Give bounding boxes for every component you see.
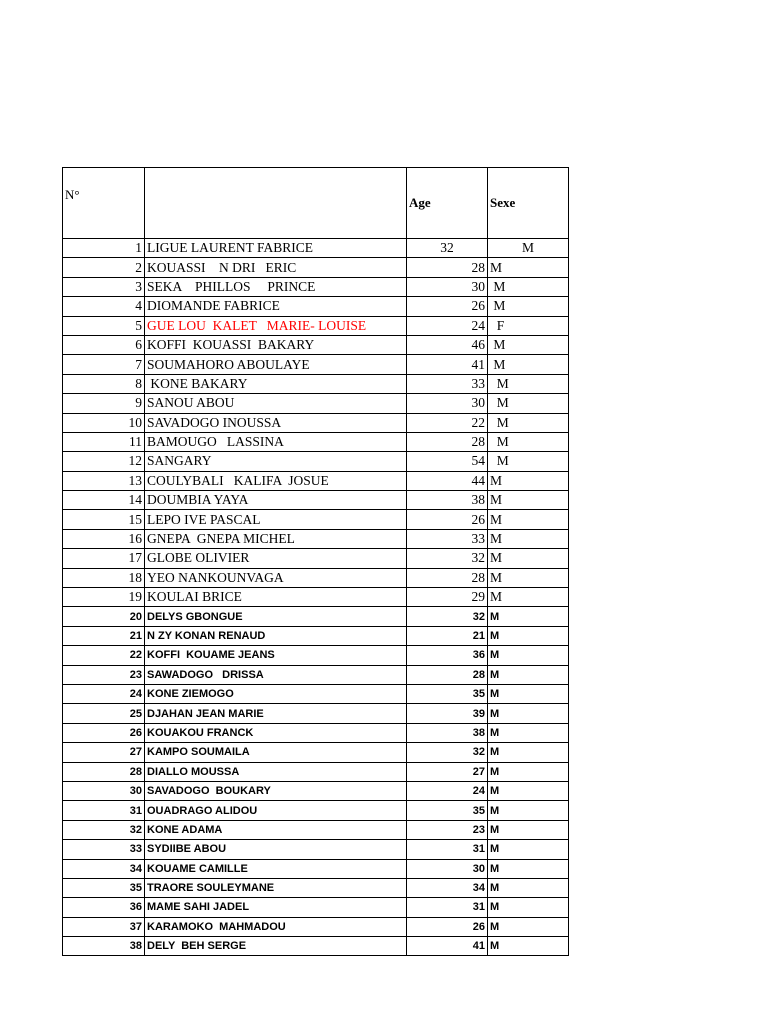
row-age[interactable]: 24 [407,316,488,335]
table-row [63,665,569,684]
row-number[interactable]: 31 [63,801,145,820]
row-age[interactable]: 44 [407,471,488,490]
table-row [63,840,569,859]
row-sex[interactable]: M [488,297,569,316]
row-age[interactable]: 28 [407,665,488,684]
row-sex[interactable]: M [488,239,569,258]
row-age[interactable]: 33 [407,374,488,393]
header-number[interactable]: N° [63,168,145,239]
row-number[interactable]: 12 [63,452,145,471]
row-sex[interactable]: M [488,568,569,587]
table-row [63,607,569,626]
row-name[interactable]: SAVADOGO INOUSSA [145,413,407,432]
row-age[interactable]: 32 [407,549,488,568]
table-row [63,568,569,587]
row-name[interactable]: DIALLO MOUSSA [145,762,407,781]
row-name[interactable]: LEPO IVE PASCAL [145,510,407,529]
row-name[interactable]: DELYS GBONGUE [145,607,407,626]
row-name[interactable]: SEKA PHILLOS PRINCE [145,277,407,296]
table-row [63,743,569,762]
row-age[interactable]: 34 [407,878,488,897]
row-age[interactable]: 27 [407,762,488,781]
row-sex[interactable]: M [488,607,569,626]
header-sex[interactable]: Sexe [488,168,569,239]
row-age[interactable]: 28 [407,568,488,587]
row-name[interactable]: KONE ADAMA [145,820,407,839]
row-age[interactable]: 30 [407,859,488,878]
row-age[interactable]: 26 [407,510,488,529]
row-sex[interactable]: M [488,413,569,432]
row-age[interactable]: 28 [407,432,488,451]
row-number[interactable]: 1 [63,239,145,258]
table-row [63,394,569,413]
table-row [63,510,569,529]
row-name[interactable]: KOFFI KOUASSI BAKARY [145,335,407,354]
row-age[interactable]: 35 [407,801,488,820]
table-row [63,684,569,703]
row-age[interactable]: 32 [407,743,488,762]
row-name[interactable]: KOFFI KOUAME JEANS [145,646,407,665]
row-age[interactable]: 21 [407,626,488,645]
table-row [63,258,569,277]
row-sex[interactable]: F [488,316,569,335]
row-age[interactable]: 26 [407,917,488,936]
row-name[interactable]: KOULAI BRICE [145,588,407,607]
row-age[interactable]: 54 [407,452,488,471]
row-sex[interactable]: M [488,335,569,354]
row-name[interactable]: KONE BAKARY [145,374,407,393]
row-age[interactable]: 41 [407,355,488,374]
table-row [63,549,569,568]
row-name[interactable]: KOUAKOU FRANCK [145,723,407,742]
row-age[interactable]: 35 [407,684,488,703]
spreadsheet [62,167,568,956]
row-name[interactable]: DOUMBIA YAYA [145,491,407,510]
row-sex[interactable]: M [488,723,569,742]
row-name[interactable]: DELY BEH SERGE [145,937,407,956]
row-sex[interactable]: M [488,277,569,296]
row-name[interactable]: KOUAME CAMILLE [145,859,407,878]
row-number[interactable]: 16 [63,529,145,548]
row-age[interactable]: 29 [407,588,488,607]
row-number[interactable]: 36 [63,898,145,917]
row-name[interactable]: SAWADOGO DRISSA [145,665,407,684]
row-sex[interactable]: M [488,781,569,800]
row-name[interactable]: BAMOUGO LASSINA [145,432,407,451]
row-number[interactable]: 2 [63,258,145,277]
row-name[interactable]: KAMPO SOUMAILA [145,743,407,762]
row-name[interactable]: GUE LOU KALET MARIE- LOUISE [145,316,407,335]
row-age[interactable]: 46 [407,335,488,354]
row-sex[interactable]: M [488,432,569,451]
row-sex[interactable]: M [488,452,569,471]
row-sex[interactable]: M [488,258,569,277]
row-sex[interactable]: M [488,704,569,723]
row-number[interactable]: 3 [63,277,145,296]
row-age[interactable]: 26 [407,297,488,316]
table-row [63,471,569,490]
row-number[interactable]: 35 [63,878,145,897]
row-number[interactable]: 34 [63,859,145,878]
row-age[interactable]: 41 [407,937,488,956]
row-name[interactable]: SANGARY [145,452,407,471]
table-row [63,297,569,316]
row-number[interactable]: 32 [63,820,145,839]
row-number[interactable]: 24 [63,684,145,703]
row-number[interactable]: 18 [63,568,145,587]
table-row [63,917,569,936]
header-row [63,168,569,239]
row-number[interactable]: 25 [63,704,145,723]
row-age[interactable]: 32 [407,239,488,258]
row-age[interactable]: 36 [407,646,488,665]
table-row [63,646,569,665]
row-number[interactable]: 33 [63,840,145,859]
row-sex[interactable]: M [488,471,569,490]
row-number[interactable]: 8 [63,374,145,393]
row-number[interactable]: 14 [63,491,145,510]
row-number[interactable]: 37 [63,917,145,936]
row-name[interactable]: DIOMANDE FABRICE [145,297,407,316]
row-sex[interactable]: M [488,840,569,859]
row-number[interactable]: 4 [63,297,145,316]
row-age[interactable]: 30 [407,277,488,296]
row-number[interactable]: 19 [63,588,145,607]
table-row [63,801,569,820]
row-number[interactable]: 21 [63,626,145,645]
row-sex[interactable]: M [488,665,569,684]
row-name[interactable]: GNEPA GNEPA MICHEL [145,529,407,548]
row-number[interactable]: 28 [63,762,145,781]
row-number[interactable]: 30 [63,781,145,800]
table-row [63,878,569,897]
table-row [63,277,569,296]
row-number[interactable]: 23 [63,665,145,684]
row-number[interactable]: 20 [63,607,145,626]
table-row [63,898,569,917]
row-sex[interactable]: M [488,684,569,703]
row-sex[interactable]: M [488,394,569,413]
table-row [63,355,569,374]
table-row [63,859,569,878]
row-number[interactable]: 15 [63,510,145,529]
table-row [63,413,569,432]
row-name[interactable]: GLOBE OLIVIER [145,549,407,568]
row-sex[interactable]: M [488,529,569,548]
roster-table [62,167,569,956]
row-name[interactable]: OUADRAGO ALIDOU [145,801,407,820]
row-age[interactable]: 33 [407,529,488,548]
row-name[interactable]: KOUASSI N DRI ERIC [145,258,407,277]
table-row [63,374,569,393]
row-number[interactable]: 7 [63,355,145,374]
table-row [63,626,569,645]
row-number[interactable]: 22 [63,646,145,665]
table-row [63,529,569,548]
row-name[interactable]: YEO NANKOUNVAGA [145,568,407,587]
row-name[interactable]: COULYBALI KALIFA JOSUE [145,471,407,490]
row-age[interactable]: 22 [407,413,488,432]
row-number[interactable]: 10 [63,413,145,432]
row-number[interactable]: 5 [63,316,145,335]
row-sex[interactable]: M [488,743,569,762]
row-age[interactable]: 31 [407,898,488,917]
table-row [63,335,569,354]
row-name[interactable]: TRAORE SOULEYMANE [145,878,407,897]
row-name[interactable]: DJAHAN JEAN MARIE [145,704,407,723]
table-row [63,820,569,839]
row-name[interactable]: SOUMAHORO ABOULAYE [145,355,407,374]
row-name[interactable]: SAVADOGO BOUKARY [145,781,407,800]
row-sex[interactable]: M [488,510,569,529]
header-name[interactable] [145,168,407,239]
row-name[interactable]: N ZY KONAN RENAUD [145,626,407,645]
table-row [63,937,569,956]
table-row [63,588,569,607]
row-age[interactable]: 24 [407,781,488,800]
row-age[interactable]: 38 [407,723,488,742]
row-sex[interactable]: M [488,878,569,897]
row-age[interactable]: 39 [407,704,488,723]
row-number[interactable]: 13 [63,471,145,490]
row-name[interactable]: SYDIIBE ABOU [145,840,407,859]
row-number[interactable]: 27 [63,743,145,762]
row-age[interactable]: 28 [407,258,488,277]
table-row [63,723,569,742]
row-sex[interactable]: M [488,898,569,917]
row-sex[interactable]: M [488,355,569,374]
row-number[interactable]: 38 [63,937,145,956]
table-row [63,762,569,781]
header-age[interactable]: Age [407,168,488,239]
row-sex[interactable]: M [488,646,569,665]
row-number[interactable]: 26 [63,723,145,742]
row-age[interactable]: 23 [407,820,488,839]
row-age[interactable]: 38 [407,491,488,510]
row-sex[interactable]: M [488,801,569,820]
table-row [63,316,569,335]
row-number[interactable]: 9 [63,394,145,413]
row-sex[interactable]: M [488,859,569,878]
row-name[interactable]: MAME SAHI JADEL [145,898,407,917]
row-name[interactable]: KONE ZIEMOGO [145,684,407,703]
row-sex[interactable]: M [488,762,569,781]
row-age[interactable]: 30 [407,394,488,413]
table-row [63,781,569,800]
row-number[interactable]: 6 [63,335,145,354]
row-sex[interactable]: M [488,937,569,956]
row-number[interactable]: 17 [63,549,145,568]
row-sex[interactable]: M [488,626,569,645]
row-sex[interactable]: M [488,374,569,393]
table-row [63,704,569,723]
row-name[interactable]: KARAMOKO MAHMADOU [145,917,407,936]
row-sex[interactable]: M [488,917,569,936]
row-sex[interactable]: M [488,588,569,607]
row-sex[interactable]: M [488,491,569,510]
row-name[interactable]: SANOU ABOU [145,394,407,413]
row-sex[interactable]: M [488,549,569,568]
table-row [63,491,569,510]
row-number[interactable]: 11 [63,432,145,451]
row-sex[interactable]: M [488,820,569,839]
table-row [63,452,569,471]
row-name[interactable]: LIGUE LAURENT FABRICE [145,239,407,258]
table-row [63,239,569,258]
row-age[interactable]: 32 [407,607,488,626]
row-age[interactable]: 31 [407,840,488,859]
table-row [63,432,569,451]
